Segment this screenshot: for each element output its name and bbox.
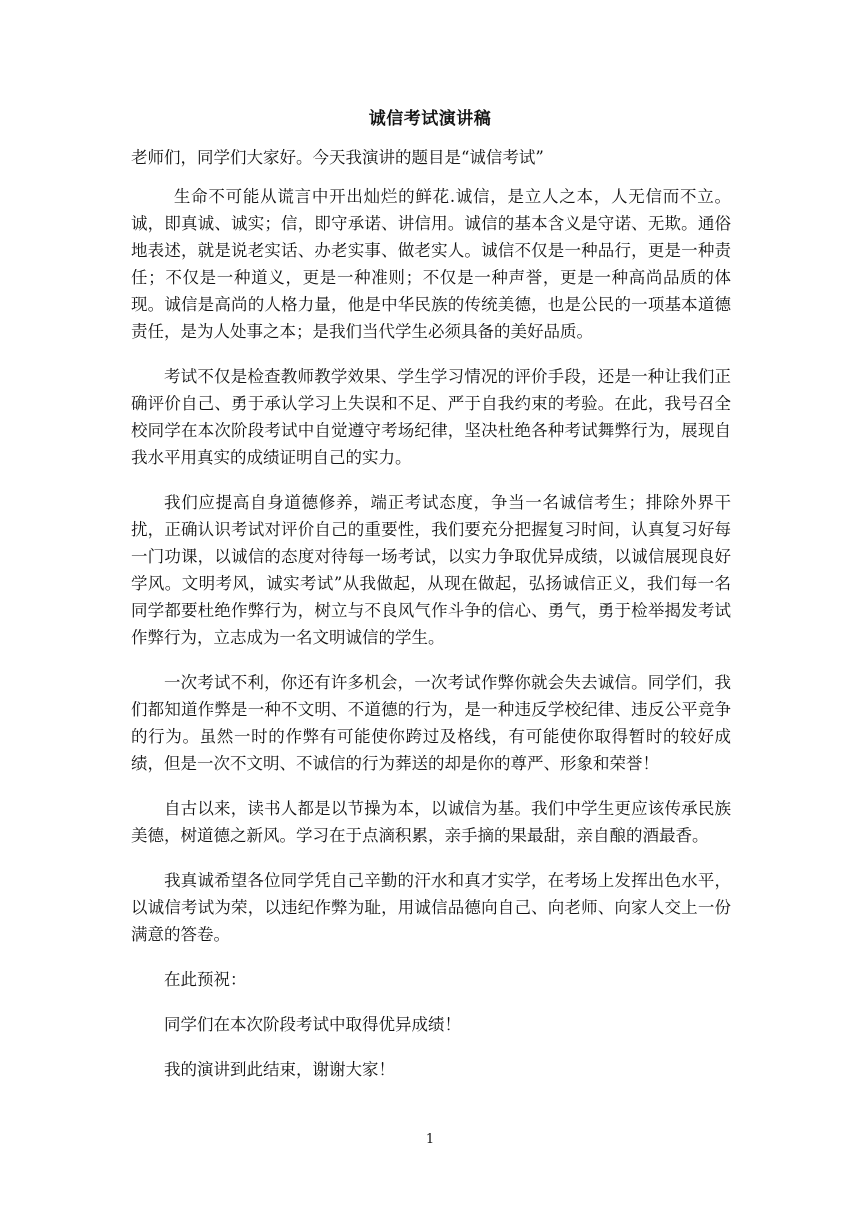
paragraph-5: 自古以来，读书人都是以节操为本，以诚信为基。我们中学生更应该传承民族美德，树道德之新风。学习在于点滴积累，亲手摘的果最甜，亲自酿的酒最香。 bbox=[131, 799, 731, 845]
closing-line-1: 在此预祝： bbox=[164, 970, 247, 989]
greeting-line: 老师们，同学们大家好。今天我演讲的题目是“诚信考试” bbox=[131, 148, 544, 167]
paragraph-2: 考试不仅是检查教师教学效果、学生学习情况的评价手段，还是一种让我们正确评价自己、勇于承认学习上失误和不足、严于自我约束的考验。在此，我号召全校同学在本次阶段考试中自觉遵守考场纪律，坚决杜绝各种考试舞弊行为，展现自我水平用真实的成绩证明自己的实力。 bbox=[131, 367, 731, 467]
paragraph-1: 生命不可能从谎言中开出灿烂的鲜花.诚信，是立人之本，人无信而不立。诚，即真诚、诚实；信，即守承诺、讲信用。诚信的基本含义是守诺、无欺。通俗地表述，就是说老实话、办老实事、做老实人。诚信不仅是一种品行，更是一种责任；不仅是一种道义，更是一种准则；不仅是一种声誉，更是一种高尚品质的体现。诚信是高尚的人格力量，他是中华民族的传统美德，也是公民的一项基本道德责任，是为人处事之本；是我们当代学生必须具备的美好品质。 bbox=[131, 187, 731, 341]
paragraph-3: 我们应提高自身道德修养，端正考试态度，争当一名诚信考生；排除外界干扰，正确认识考试对评价自己的重要性，我们要充分把握复习时间，认真复习好每一门功课，以诚信的态度对待每一场考试，以实力争取优异成绩，以诚信展现良好学风。文明考风，诚实考试”从我做起，从现在做起，弘扬诚信正义，我们每一名同学都要杜绝作弊行为，树立与不良风气作斗争的信心、勇气，勇于检举揭发考试作弊行为，立志成为一名文明诚信的学生。 bbox=[131, 493, 731, 647]
page-number: 1 bbox=[425, 1132, 435, 1147]
paragraph-4: 一次考试不利，你还有许多机会，一次考试作弊你就会失去诚信。同学们，我们都知道作弊是一种不文明、不道德的行为，是一种违反学校纪律、违反公平竞争的行为。虽然一时的作弊有可能使你跨过及格线，有可能使你取得暂时的较好成绩，但是一次不文明、不诚信的行为葬送的却是你的尊严、形象和荣誉！ bbox=[131, 673, 731, 773]
closing-line-2: 同学们在本次阶段考试中取得优异成绩！ bbox=[164, 1015, 461, 1034]
closing-line-3: 我的演讲到此结束，谢谢大家！ bbox=[164, 1060, 395, 1079]
paragraph-6: 我真诚希望各位同学凭自己辛勤的汗水和真才实学，在考场上发挥出色水平，以诚信考试为荣，以违纪作弊为耻，用诚信品德向自己、向老师、向家人交上一份满意的答卷。 bbox=[131, 871, 731, 944]
document-body bbox=[131, 144, 731, 1101]
document-title: 诚信考试演讲稿 bbox=[368, 109, 492, 129]
